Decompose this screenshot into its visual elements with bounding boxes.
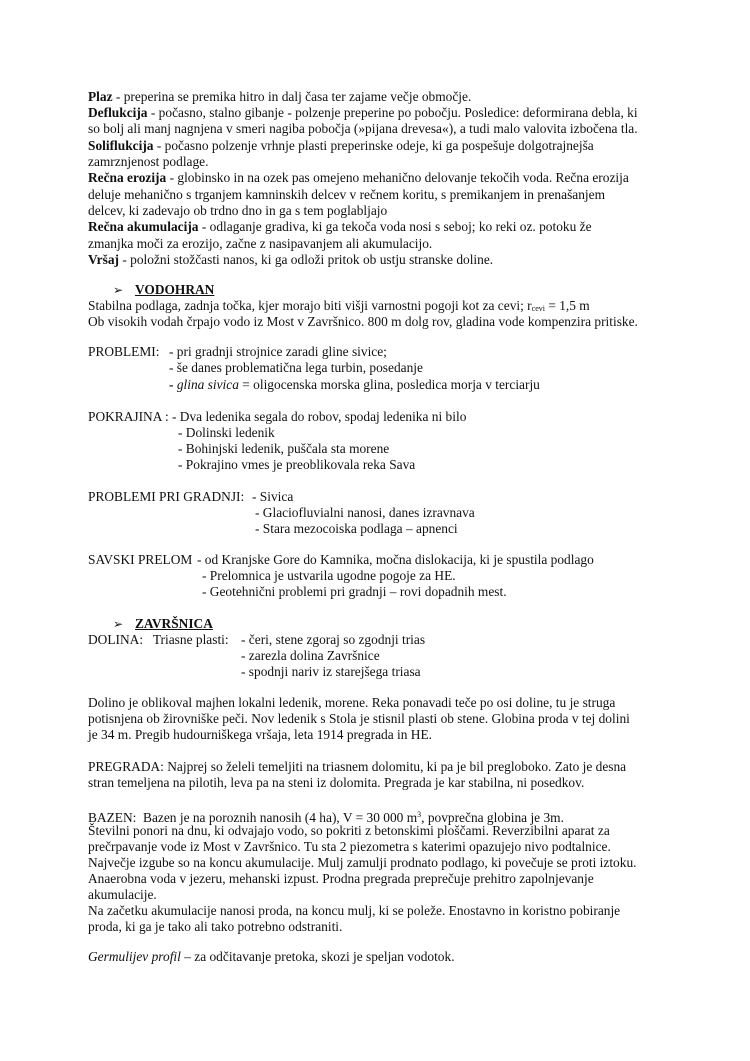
paragraph-line: Na začetku akumulacije nanosi proda, na koncu mulj, ki se poleže. Enostavno in koristno pobiranje — [88, 903, 621, 918]
list-item: - od Kranjske Gore do Kamnika, močna dislokacija, ki je spustila podlago — [197, 552, 594, 567]
list-item: - Geotehnični problemi pri gradnji – rovi dopadnih mest. — [202, 584, 507, 599]
list-item: - Dolinski ledenik — [178, 425, 275, 440]
definition-continuation: delcev, ki zadevajo ob trdno dno in ga s tem poglabljajo — [88, 203, 388, 218]
paragraph-line: Anaerobna voda v jezeru, mehanski izpust. Prodna pregrada preprečuje prehitro zapolnjevanje — [88, 871, 594, 886]
list-item: - Glaciofluvialni nanosi, danes izravnava — [255, 505, 475, 520]
definition-deflukcija: Deflukcija - počasno, stalno gibanje - polzenje preperine po pobočju. Posledice: deformirana debla, ki — [88, 105, 638, 120]
paragraph-line: Ob visokih vodah črpajo vodo iz Most v Završnico. 800 m dolg rov, gladina vode kompenzira pritiske. — [88, 314, 638, 329]
savski-label: SAVSKI PRELOM — [88, 552, 193, 567]
paragraph-line: Številni ponori na dnu, ki odvajajo vodo, so pokriti z betonskimi ploščami. Reverzibilni aparat za — [88, 823, 610, 838]
term: Vršaj — [88, 252, 119, 267]
definition-recna-erozija: Rečna erozija - globinsko in na ozek pas omejeno mehanično delovanje tekočih voda. Rečna erozija — [88, 170, 629, 185]
paragraph-line: Germulijev profil – za odčitavanje pretoka, skozi je speljan vodotok. — [88, 949, 455, 964]
list-item: - Stara mezocoiska podlaga – apnenci — [255, 521, 458, 536]
term: Deflukcija — [88, 105, 148, 120]
list-item: - glina sivica = oligocenska morska glina, posledica morja v terciarju — [169, 377, 540, 392]
paragraph-line: potisnjena ob žirovniške peči. Nov ledenik s Stola je stisnil plasti ob stene. Globina proda v tej dolini — [88, 711, 630, 726]
section-heading-zavrsnica: ZAVRŠNICA — [135, 616, 213, 631]
definition-recna-akumulacija: Rečna akumulacija - odlaganje gradiva, ki ga tekoča voda nosi s seboj; ko reki oz. potoku že — [88, 219, 592, 234]
list-item: - Prelomnica je ustvarila ugodne pogoje za HE. — [202, 568, 456, 583]
definition-continuation: zmanjka moči za erozijo, začne z nasipavanjem ali akumulacijo. — [88, 236, 433, 251]
paragraph-line: Dolino je oblikoval majhen lokalni ledenik, morene. Reka ponavadi teče po osi doline, tu je struga — [88, 695, 616, 710]
dolina-label: DOLINA: Triasne plasti: — [88, 632, 229, 647]
definition-continuation: zamrznjenost podlage. — [88, 154, 209, 169]
pokrajina-label: POKRAJINA : — [88, 409, 169, 424]
paragraph-line: je 34 m. Pregib hudourniškega vršaja, leta 1914 pregrada in HE. — [88, 727, 432, 742]
paragraph-line: PREGRADA: Najprej so želeli temeljiti na triasnem dolomitu, ki pa je bil pregloboko. Zato je desna — [88, 759, 627, 774]
section-heading-vodohran: VODOHRAN — [135, 282, 215, 297]
paragraph-line: akumulacije. — [88, 887, 157, 902]
paragraph-line: stran temeljena na pilotih, leva pa na steni iz dolomita. Pregrada je kar stabilna, ni posedkov. — [88, 775, 585, 790]
list-item: - Pokrajino vmes je preoblikovala reka Sava — [178, 457, 416, 472]
definition-plaz: Plaz - preperina se premika hitro in dalj časa ter zajame večje območje. — [88, 89, 472, 104]
paragraph-line: Največje izgube so na koncu akumulacije. Mulj zamulji prodnato podlago, ki povečuje se proti iztoku. — [88, 855, 637, 870]
problemi-label: PROBLEMI: — [88, 344, 160, 359]
bullet-arrow-icon: ➢ — [113, 283, 124, 297]
list-item: - spodnji nariv iz starejšega triasa — [241, 664, 421, 679]
bullet-arrow-icon: ➢ — [113, 617, 124, 631]
term: Plaz — [88, 89, 113, 104]
definition-continuation: so bolj ali manj nagnjena v smeri nagiba pobočja (»pijana drevesa«), a tudi malo valovita izbočena tla. — [88, 121, 638, 136]
definition-continuation: deluje mehanično s trganjem kamninskih delcev v rečnem koritu, s premikanjem in prenašanjem — [88, 187, 605, 202]
list-item: - Dva ledenika segala do robov, spodaj ledenika ni bilo — [172, 409, 467, 424]
list-item: - še danes problematična lega turbin, posedanje — [169, 360, 423, 375]
definition-soliflukcija: Soliflukcija - počasno polzenje vrhnje plasti preperinske odeje, ki ga pospešuje dolgotrajnejša — [88, 138, 594, 153]
list-item: - zarezla dolina Završnice — [241, 648, 380, 663]
definition-vrsaj: Vršaj - položni stožčasti nanos, ki ga odloži pritok ob ustju stranske doline. — [88, 252, 494, 267]
paragraph-line: proda, ki ga je tako ali tako potrebno odstraniti. — [88, 919, 343, 934]
list-item: - Sivica — [252, 489, 294, 504]
paragraph-line: prečrpavanje vode iz Most v Završnico. Tu sta 2 piezometra s katerimi opazujejo nivo podtalnice. — [88, 839, 611, 854]
term: Rečna erozija — [88, 170, 167, 185]
term: Rečna akumulacija — [88, 219, 199, 234]
term: Soliflukcija — [88, 138, 154, 153]
list-item: - pri gradnji strojnice zaradi gline sivice; — [169, 344, 387, 359]
paragraph-line: Stabilna podlaga, zadnja točka, kjer morajo biti višji varnostni pogoji kot za cevi; $r_{cevi} = 1,5$ m — [88, 298, 590, 313]
list-item: - Bohinjski ledenik, puščala sta morene — [178, 441, 390, 456]
list-item: - čeri, stene zgoraj so zgodnji trias — [241, 632, 426, 647]
paragraph-line: BAZEN: Bazen je na poroznih nanosih (4 ha), V = 30 000 $m^3$, povprečna globina je 3m. — [88, 810, 564, 825]
gradnja-label: PROBLEMI PRI GRADNJI: — [88, 489, 245, 504]
